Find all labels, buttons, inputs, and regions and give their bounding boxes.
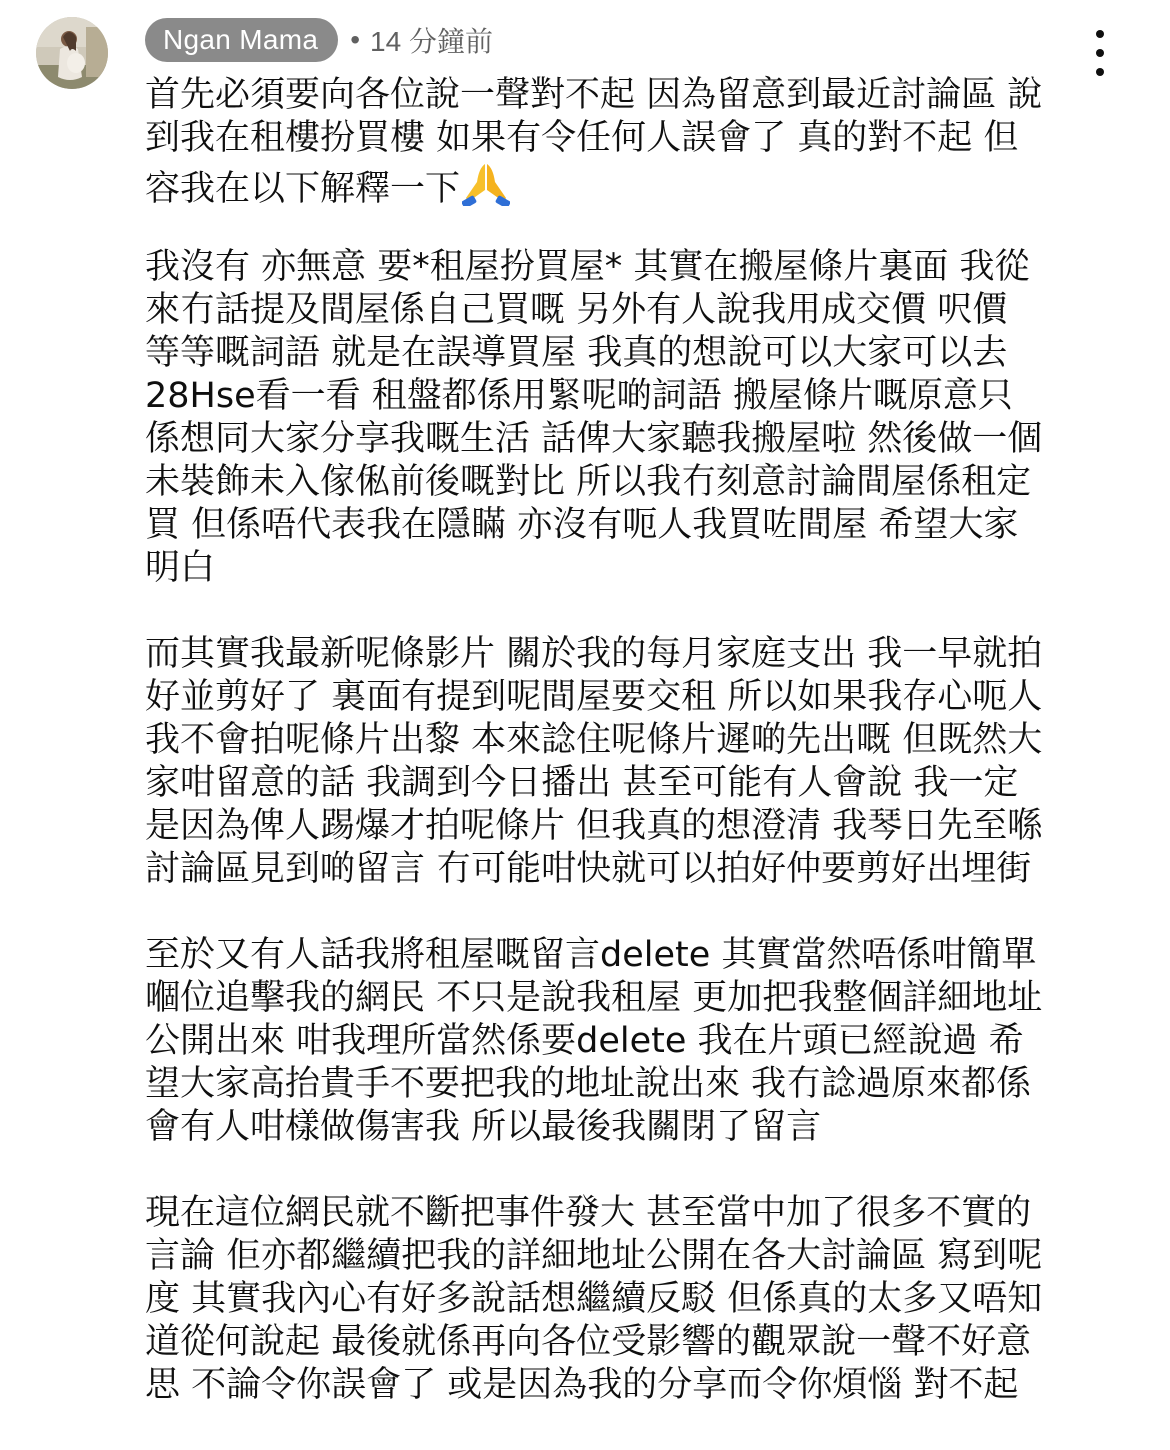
folded-hands-emoji (462, 160, 510, 206)
user-avatar-photo (36, 17, 108, 89)
comment-line: 思 不論令你誤會了 或是因為我的分享而令你煩惱 對不起 (145, 1365, 1019, 1405)
comment-line: 而其實我最新呢條影片 關於我的每月家庭支出 我一早就拍 (145, 634, 1043, 674)
comment-line: 來冇話提及間屋係自己買嘅 另外有人說我用成交價 呎價 (145, 290, 1008, 330)
header-separator: • (350, 24, 361, 55)
comment-paragraph (145, 633, 1090, 891)
comment-line: 我不會拍呢條片出黎 本來諗住呢條片遲啲先出嘅 但既然大 (145, 720, 1043, 760)
more-vertical-icon-dot (1096, 49, 1104, 57)
comment-paragraph (145, 246, 1090, 590)
comment-line: 言論 佢亦都繼續把我的詳細地址公開在各大討論區 寫到呢 (145, 1236, 1043, 1276)
comment-line: 是因為俾人踢爆才拍呢條片 但我真的想澄清 我琴日先至喺 (145, 806, 1043, 846)
more-vertical-icon (1096, 30, 1104, 38)
more-vertical-icon-dot (1096, 68, 1104, 76)
comment-line: 買 但係唔代表我在隱瞞 亦沒有呃人我買咗間屋 希望大家 (145, 505, 1019, 545)
comment-line: 28Hse看一看 租盤都係用緊呢啲詞語 搬屋條片嘅原意只 (145, 376, 1013, 416)
comment-body (145, 74, 1090, 1450)
comment-line: 討論區見到啲留言 冇可能咁快就可以拍好仲要剪好出埋街 (145, 849, 1032, 889)
comment-paragraph (145, 74, 1090, 209)
comment-line: 等等嘅詞語 就是在誤導買屋 我真的想說可以大家可以去 (145, 333, 1008, 373)
comment-line: 公開出來 咁我理所當然係要delete 我在片頭已經說過 希 (145, 1021, 1024, 1061)
comment-line: 望大家高抬貴手不要把我的地址說出來 我冇諗過原來都係 (145, 1064, 1032, 1104)
comment-line: 家咁留意的話 我調到今日播出 甚至可能有人會說 我一定 (145, 763, 1019, 803)
comment-line: 現在這位網民就不斷把事件發大 甚至當中加了很多不實的 (145, 1193, 1032, 1233)
comment-line: 未裝飾未入傢俬前後嘅對比 所以我冇刻意討論間屋係租定 (145, 462, 1032, 502)
comment-paragraph (145, 1192, 1090, 1407)
comment-line: 我沒有 亦無意 要*租屋扮買屋* 其實在搬屋條片裏面 我從 (145, 247, 1030, 287)
comment-line: 會有人咁樣做傷害我 所以最後我關閉了留言 (145, 1107, 822, 1147)
comment-line: 係想同大家分享我嘅生活 話俾大家聽我搬屋啦 然後做一個 (145, 419, 1043, 459)
more-options-button[interactable] (1080, 30, 1120, 76)
comment-line: 到我在租樓扮買樓 如果有令任何人誤會了 真的對不起 但 (145, 118, 1019, 158)
comment-line: 嗰位追擊我的網民 不只是說我租屋 更加把我整個詳細地址 (145, 978, 1043, 1018)
comment-line: 好並剪好了 裏面有提到呢間屋要交租 所以如果我存心呃人 (145, 677, 1043, 717)
comment-line: 明白 (145, 548, 216, 588)
comment-line: 道從何說起 最後就係再向各位受影響的觀眾說一聲不好意 (145, 1322, 1032, 1362)
comment-line (145, 160, 1090, 209)
author-name-chip[interactable]: Ngan Mama (145, 18, 338, 62)
comment-timestamp[interactable]: 14 分鐘前 (370, 26, 493, 57)
comment-line: 首先必須要向各位說一聲對不起 因為留意到最近討論區 說 (145, 75, 1043, 115)
comment-header (145, 18, 493, 62)
comment-line: 度 其實我內心有好多說話想繼續反駁 但係真的太多又唔知 (145, 1279, 1043, 1319)
comment-paragraph (145, 934, 1090, 1149)
comment-line: 至於又有人話我將租屋嘅留言delete 其實當然唔係咁簡單 (145, 935, 1037, 975)
comment-line-text: 容我在以下解釋一下 (145, 169, 461, 209)
author-avatar[interactable] (36, 17, 108, 89)
